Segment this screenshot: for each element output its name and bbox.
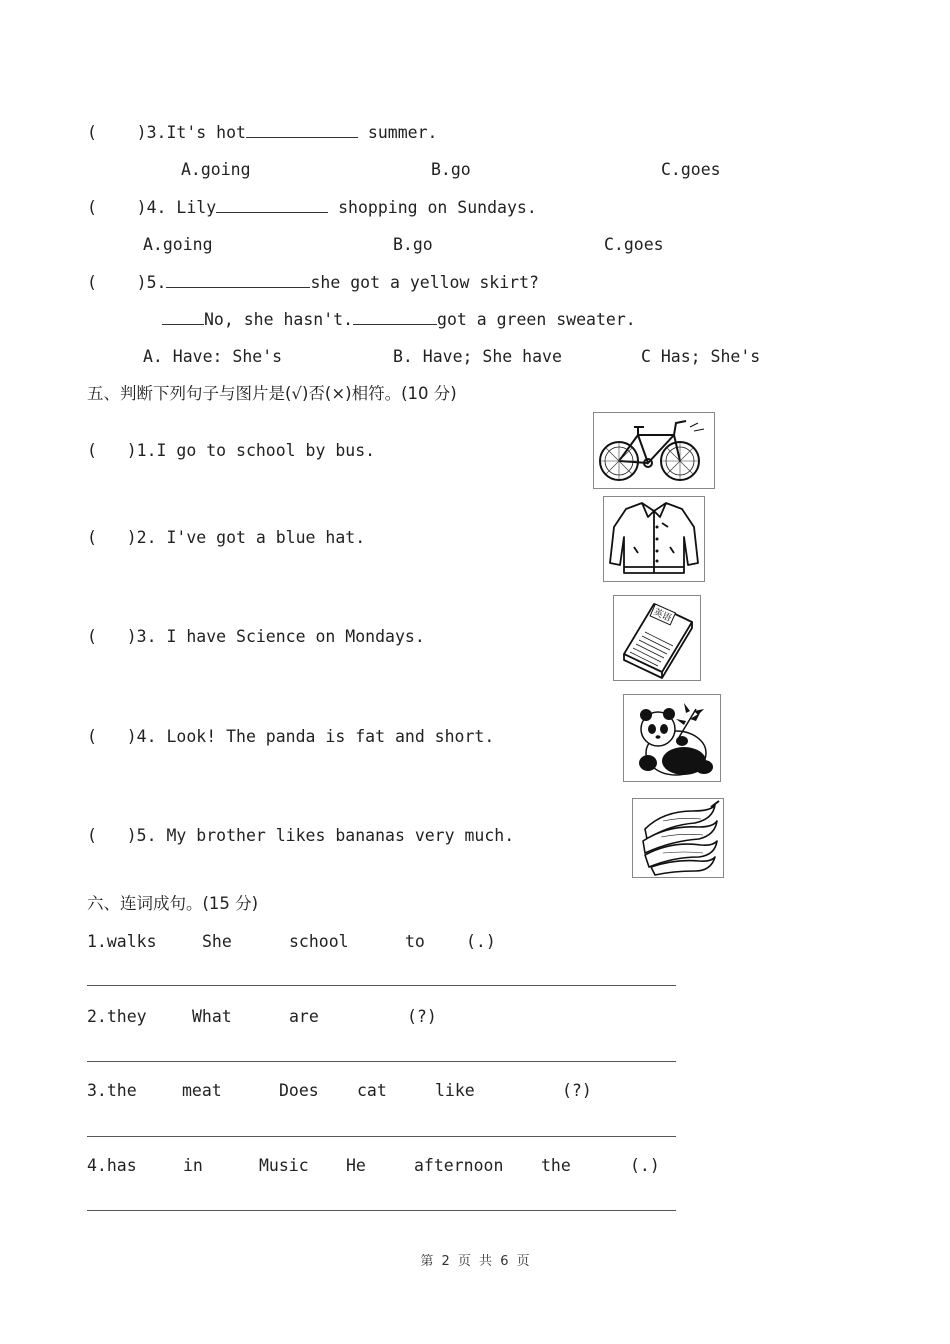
- question-4-5-line2: [162, 310, 636, 330]
- question-text: It's hot: [166, 123, 246, 142]
- scramble-word: What: [192, 1007, 232, 1026]
- scramble-word: 4.has: [87, 1156, 137, 1175]
- fill-blank[interactable]: [206, 273, 310, 288]
- panda-icon: [624, 695, 720, 781]
- book-icon: [614, 596, 700, 680]
- scramble-word: Music: [259, 1156, 309, 1175]
- answer-paren[interactable]: ( ): [87, 273, 147, 292]
- question-4-4: [87, 198, 537, 218]
- panda-picture: [623, 694, 721, 782]
- bicycle-icon: [594, 413, 714, 488]
- judge-item-4: [87, 727, 494, 747]
- scramble-word: 3.the: [87, 1081, 137, 1100]
- question-number: 3.: [146, 123, 167, 142]
- answer-line[interactable]: [87, 985, 676, 986]
- scramble-word: 1.walks: [87, 932, 157, 951]
- answer-paren[interactable]: ( ): [87, 826, 137, 845]
- scramble-word: (.): [630, 1156, 660, 1175]
- answer-paren[interactable]: ( ): [87, 441, 137, 460]
- question-text: shopping on Sundays.: [328, 198, 537, 217]
- scramble-word: afternoon: [414, 1156, 504, 1175]
- book-picture: [613, 595, 701, 681]
- question-4-5: [87, 273, 539, 293]
- option-a: A.going: [143, 235, 213, 254]
- fill-blank[interactable]: [246, 123, 358, 138]
- book-label: 英语: [651, 607, 673, 625]
- option-b: B.go: [393, 235, 433, 254]
- scramble-word: He: [346, 1156, 366, 1175]
- answer-paren[interactable]: ( ): [87, 727, 137, 746]
- question-text: got a green sweater.: [437, 310, 636, 329]
- option-b: B. Have; She have: [393, 347, 562, 366]
- option-b: B.go: [431, 160, 471, 179]
- section-5-title: 五、判断下列句子与图片是(√)否(×)相符。(10 分): [87, 384, 457, 403]
- scramble-word: meat: [182, 1081, 222, 1100]
- fill-blank[interactable]: [216, 198, 328, 213]
- option-c: C.goes: [604, 235, 664, 254]
- fill-blank[interactable]: [353, 310, 437, 325]
- scramble-word: Does: [279, 1081, 319, 1100]
- option-c: C Has; She's: [641, 347, 761, 366]
- bicycle-picture: [593, 412, 715, 489]
- scramble-word: She: [202, 932, 232, 951]
- question-number: 5.: [146, 273, 167, 292]
- option-a: A. Have: She's: [143, 347, 283, 366]
- answer-line[interactable]: [87, 1136, 676, 1137]
- scramble-word: (?): [562, 1081, 592, 1100]
- question-number: 4.: [146, 198, 167, 217]
- judge-sentence: 2. I've got a blue hat.: [136, 528, 366, 547]
- judge-item-5: [87, 826, 514, 846]
- judge-sentence: 4. Look! The panda is fat and short.: [136, 727, 495, 746]
- question-text: Lily: [166, 198, 217, 217]
- jacket-icon: [604, 497, 704, 581]
- fill-blank[interactable]: [166, 273, 206, 288]
- scramble-word: like: [435, 1081, 475, 1100]
- section-6-title: 六、连词成句。(15 分): [87, 894, 259, 913]
- question-text: she got a yellow skirt?: [310, 273, 539, 292]
- fill-blank[interactable]: [162, 310, 204, 325]
- question-text: No, she hasn't.: [204, 310, 354, 329]
- scramble-word: (?): [407, 1007, 437, 1026]
- judge-sentence: 5. My brother likes bananas very much.: [136, 826, 515, 845]
- option-c: C.goes: [661, 160, 721, 179]
- page-footer: 第 2 页 共 6 页: [420, 1254, 530, 1269]
- answer-paren[interactable]: ( ): [87, 198, 147, 217]
- answer-paren[interactable]: ( ): [87, 528, 137, 547]
- scramble-word: the: [541, 1156, 571, 1175]
- answer-line[interactable]: [87, 1210, 676, 1211]
- judge-item-1: [87, 441, 375, 461]
- option-a: A.going: [181, 160, 251, 179]
- judge-item-3: [87, 627, 425, 647]
- bananas-picture: [632, 798, 724, 878]
- judge-sentence: 1.I go to school by bus.: [136, 441, 376, 460]
- answer-line[interactable]: [87, 1061, 676, 1062]
- answer-paren[interactable]: ( ): [87, 627, 137, 646]
- scramble-word: (.): [466, 932, 496, 951]
- answer-paren[interactable]: ( ): [87, 123, 147, 142]
- scramble-word: 2.they: [87, 1007, 147, 1026]
- jacket-picture: [603, 496, 705, 582]
- scramble-word: cat: [357, 1081, 387, 1100]
- scramble-word: to: [405, 932, 425, 951]
- question-text: summer.: [357, 123, 438, 142]
- bananas-icon: [633, 799, 723, 877]
- question-4-3: [87, 123, 437, 143]
- scramble-word: are: [289, 1007, 319, 1026]
- scramble-word: in: [183, 1156, 203, 1175]
- scramble-word: school: [289, 932, 349, 951]
- judge-sentence: 3. I have Science on Mondays.: [136, 627, 425, 646]
- judge-item-2: [87, 528, 365, 548]
